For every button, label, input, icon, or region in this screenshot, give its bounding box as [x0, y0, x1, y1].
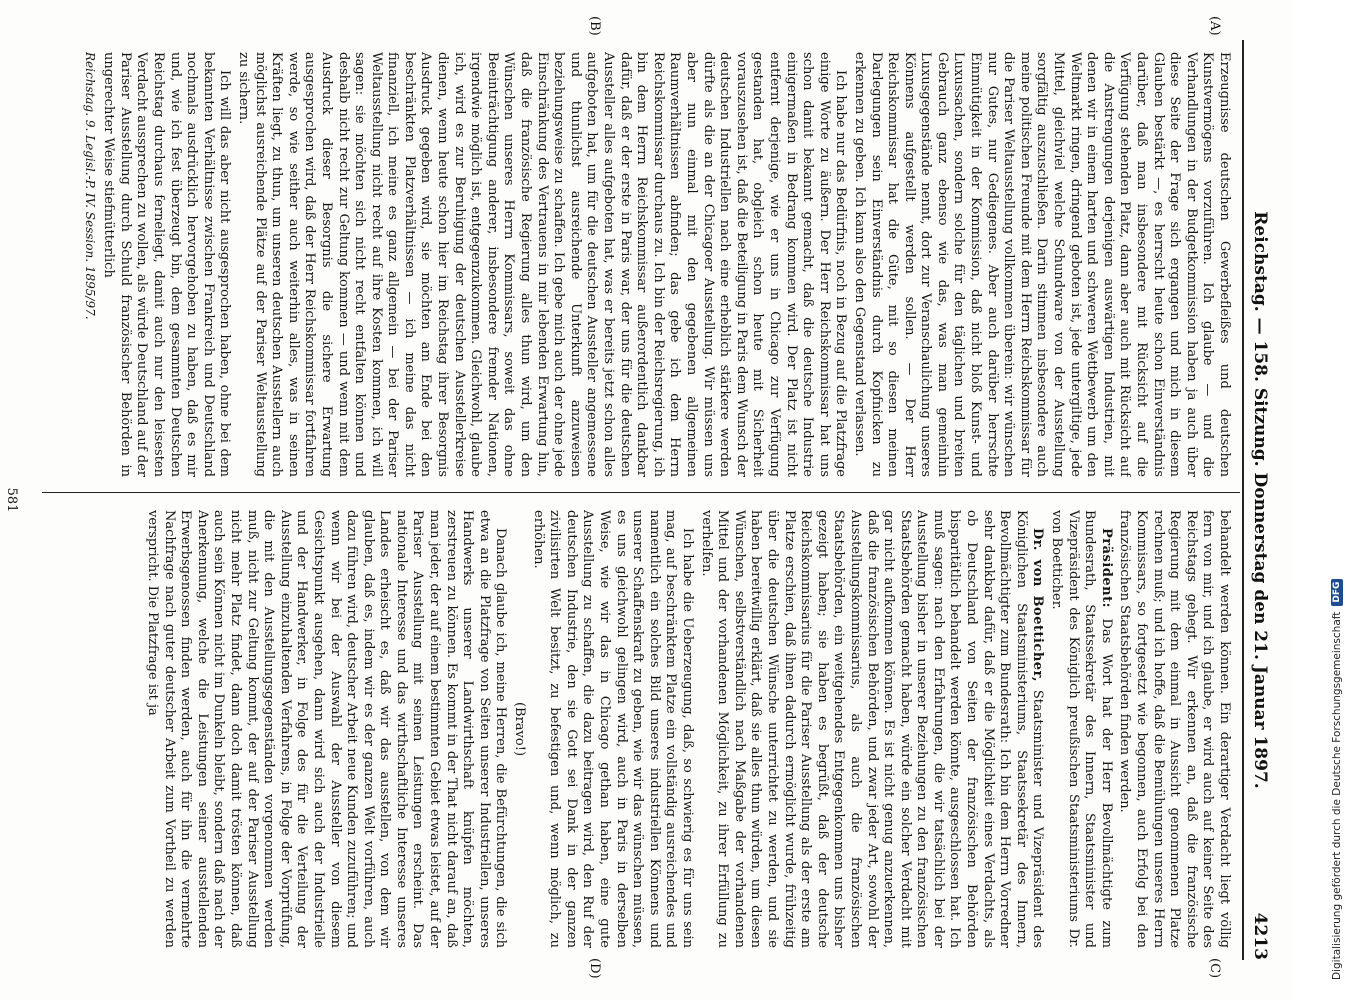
- speech-president: [1047, 510, 1113, 948]
- page-footer-number: 581: [4, 487, 19, 513]
- paragraph: Erzeugnisse deutschen Gewerbefleißes und deutschen Kunstvermögens vorzuführen. Ich glaube — und die Verhandlungen in der Budgetkommission haben ja auch über diese Seite der Frage sich ergangen und mich in diesem Glauben bestärkt —, es herrscht heute schon Einverständnis darüber, daß man insbesondere mit Rücksicht auf die Verfügung stehenden Platz, dann aber auch mit Rücksicht auf die Anstrengungen derjenigen auswärtigen Industrien, mit denen wir in einem harten und schweren Wettbewerb um den Weltmarkt ringen, dringend geboten ist, jede untergiltige, jede Mittel, gleichviel welche Schundware von der Ausstellung sorgfältig auszuschließen. Darin stimmen insbesondere auch meine politischen Freunde mit dem Herrn Reichskommissar für die Pariser Weltausstellung vollkommen überein: wir wünschen nur Gutes, nur Gediegenes. Aber auch darüber herrschte Einmütigkeit in der Kommission, daß nicht bloß Kunst- und Luxussachen, sondern solche für den täglichen und breiten Gebrauch ganz ebenso wie das, was man gemeinhin Luxusgegenstände nennt, dort zur Veranschaulichung unseres Könnens aufgestellt werden sollen. — Der Herr Reichskommissar hat die Güte, mit so diesen meinen Darlegungen sein Einverständnis durch Kopfnicken zu erkennen zu geben. Ich kann also den Gegenstand verlassen.: [851, 52, 1232, 477]
- paragraph: Ich will das aber nicht ausgesprochen haben, ohne bei dem bekannten Verhältnisse zwischen Frankreich und Deutschland nochmals ausdrücklich hervorgehoben zu haben, daß es mir und, wie ich fest überzeugt bin, dem gesammten Deutschen Reichstag durchaus ferneliegt, damit auch nur den leisesten Verdacht aussprechen zu wollen, als würde Deutschland auf der Pariser Ausstellung durch Schuld französischer Behörden in ungerechter Weise stiefmütterlich: [101, 52, 233, 477]
- digitization-credit: [1327, 560, 1347, 980]
- right-column: [42, 510, 1232, 948]
- paragraph: Danach glaube ich, meine Herren, die Befürchtungen, die sich etwa an die Platzfrage von Seiten unserer Industriellen, unseres Handwerks unserer Landwirthschaft knüpfen möchten, zerstreuen zu können. Es kommt in der That nicht darauf an, daß man jeder, der auf einem bestimmten Gebiet etwas leistet, auf der Pariser Ausstellung mit seinen Leistungen erscheint. Das nationale Interesse und das wirthschaftliche Interesse unseres Landes erheischt es, daß wir das ausstellen, von dem wir glauben, daß es, indem wir es der ganzen Welt vorführen, auch dazu führen wird, deutscher Arbeit neue Kunden zuzuführen; und wenn wir bei der Auswahl der Aussteller von diesem Gesichtspunkt ausgehen, dann wird sich auch der Industrielle und der Handwerker, in Folge des für die Verteilung der Ausstellung einzuhaltenden Verfahrens, in Folge der Vorprüfung, die mit den Ausstellungsgegenständen vorgenommen werden muß, nicht zur Geltung kommt, der auf der Pariser Ausstellung nicht mehr Platz findet, dann doch damit trösten können, daß auch sein Können nicht im Dunkeln bleibt, sondern daß nach der Anerkennung, welche die Leistungen seiner ausstellenden Erwerbsgenossen finden werden, auch für ihn die vermehrte Nachfrage nach guter deutscher Arbeit zum Vortheil zu werden verspricht. Die Platzfrage ist ja: [145, 510, 509, 948]
- speaker-name: Dr. von Boetticher,: [1030, 528, 1046, 683]
- paragraph: behandelt werden können. Ein derartiger Verdacht liegt völlig fern von mir, und ich glaube, er wird auch auf keiner Seite des Reichstags gehegt. Wir erkennen an, daß die französische Regierung mit dem einmal in Aussicht genommenen Platze rechnen muß; und ich hoffe, daß die Bemühungen unseres Herrn Kommissars, so fortgesetzt wie begonnen, auch Erfolg bei den französischen Staatsbehörden finden werden.: [1117, 510, 1232, 948]
- speech-boetticher: [697, 510, 1045, 948]
- paragraph: Ich habe die Ueberzeugung, daß, so schwierig es für uns sein mag, auf beschränktem Platze ein vollständig ausreichendes und namentlich ein solches Bild unseres industriellen Könnens und unserer Schaffenskraft zu geben, wie wir das wünschen müssen, es uns gleichwohl gelingen wird, auch in Paris in derselben Weise, wie wir das in Chicago gethan haben, eine gute Ausstellung zu schaffen, die dazu beitragen wird, den Ruf der deutschen Industrie, den sie Gott sei Dank in der ganzen zivilisirten Welt besitzt, zu befestigen und, wenn möglich, zu erhöhen.: [530, 510, 695, 948]
- speech-text: Ich bin dem Herrn Vorredner sehr dankbar dafür, daß er die Möglichkeit eines Verdachts, als ob Deutschland von Seiten der französischen Behörden bisparitätlich behandelt werden könnte, ausgeschlossen hat. Ich muß sagen: nach den Erfahrungen, die wir tatsächlich bei der Ausstellung bisher in unserer Beziehungen zu den französischen Staatsbehörden gemacht haben, würde ein solcher Verdacht mit gar nicht aufkommen können. Es ist nicht genug anzuerkennen, daß die französischen Behörden, und zwar jeder Art, sowohl der Ausstellungskommissarius, als auch die französischen Staatsbehörden, ein weitgehendes Entgegenkommen uns bisher gezeigt haben; sie haben es begrüßt, daß der deutsche Reichskommissarius für die Pariser Ausstellung als der erste am Platze erschien, daß ihnen dadurch ermöglicht wurde, frühzeitig über die deutschen Wünsche unterrichtet zu werden, und sie haben bereitwillig erklärt, daß sie alles thun würden, um diesen Wünschen, selbstverständlich nach Maßgabe der vorhandenen Mittel und der vorhandenen Möglichkeit, zu ihrer Erfüllung zu verhelfen.: [698, 510, 1013, 948]
- credit-text: Digitalisierung gefördert durch die Deutsche Forschungsgemeinschaft: [1331, 611, 1343, 980]
- margin-marker-b: (B): [587, 16, 602, 36]
- page-title: Reichstag. — 158. Sitzung. Donnerstag den 21. Januar 1897.: [1250, 211, 1270, 789]
- page-number: 4213: [1250, 912, 1270, 960]
- speech-text: Das Wort hat der Herr Bevollmächtigte zum Bundesrath, Staatssekretär des Innern, Staatsminister und Vizepräsident des Königlich preußischen Staatsministeriums Dr. von Boetticher.: [1049, 510, 1114, 948]
- column-divider: [42, 492, 1240, 493]
- session-footnote: Reichstag. 9. Legisl.-P. IV. Session. 1895/97.: [82, 52, 97, 320]
- paragraph: Ich habe nur das Bedürfnis, noch in Bezug auf die Platzfrage einige Worte zu äußern. Der Herr Reichskommissar hat uns schon damit bekannt gemacht, daß die deutsche Industrie einigermaßen in Bedrang kommen wird. Der Platz ist nicht entfernt derjenige, wie er uns in Chicago zur Verfügung gestanden hat, obgleich schon heute mit Sicherheit vorauszusehen ist, daß die Beteiligung in Paris dem Wunsch der deutschen Industriellen nach eine erheblich stärkere werden dürfte als die an der Chicagoer Ausstellung. Wir müssen uns aber nun einmal mit den gegebenen allgemeinen Raumverhältnissen abfinden; das gebe ich dem Herrn Reichskommissar durchaus zu. Ich bin der Reichsregierung, ich bin dem Herrn Reichskommissar außerordentlich dankbar dafür, daß er der erste in Paris war, der uns für die deutschen Aussteller alles aufgeboten hat, was er bereits jetzt schon alles aufgeboten hat, um für die deutschen Aussteller angemessene und thunlichst ausreichende Unterkunft anzuweisen beziehungsweise zu schaffen. Ich gebe mich auch der ohne jede Einschränkung des Vertrauens in mir lebenden Erwartung hin, daß die französische Regierung alles thun wird, um den Wünschen unseres Herrn Kommissars, soweit das ohne Beeinträchtigung anderer, insbesondere fremder Nationen, irgendwie möglich ist, entgegenzukommen. Gleichwohl, glaube ich, wird es zur Beruhigung der deutschen Ausstellerkreise dienen, wenn heute schon hier im Reichstag ihrer Besorgnis Ausdruck gegeben wird, sie möchten am Ende bei den beschränkten Platzverhältnissen — ich meine das nicht finanziell, ich meine es ganz allgemein — bei der Pariser Weltausstellung nicht recht auf ihre Kosten kommen, ich will sagen: sie möchten sich nicht recht entfalten können und deshalb nicht recht zur Geltung kommen — und wenn mit dem Ausdruck dieser Besorgnis die sichere Erwartung ausgesprochen wird, daß der Herr Reichskommissar fortfahren werde, so wie seither auch weiterhin alles, was in seinen Kräften liegt, zu thun, um unseren deutschen Ausstellern auch möglichst ausreichende Plätze auf der Pariser Weltausstellung zu sichern.: [235, 52, 849, 477]
- page-header: [1242, 40, 1270, 960]
- applause-note: (Bravo!): [512, 701, 528, 757]
- margin-marker-a: (A): [1207, 16, 1222, 36]
- margin-marker-d: (D): [587, 958, 602, 979]
- speaker-role: Staatsminister und Vizepräsident des Königlichen Staatsministeriums, Staatssekretär des Innern, Bevollmächtigter zum Bundesrath:: [997, 510, 1046, 948]
- dfg-logo-icon: DFG: [1331, 579, 1343, 606]
- speaker-name: Präsident:: [1098, 528, 1114, 608]
- margin-marker-c: (C): [1207, 958, 1222, 979]
- left-column: [42, 52, 1232, 477]
